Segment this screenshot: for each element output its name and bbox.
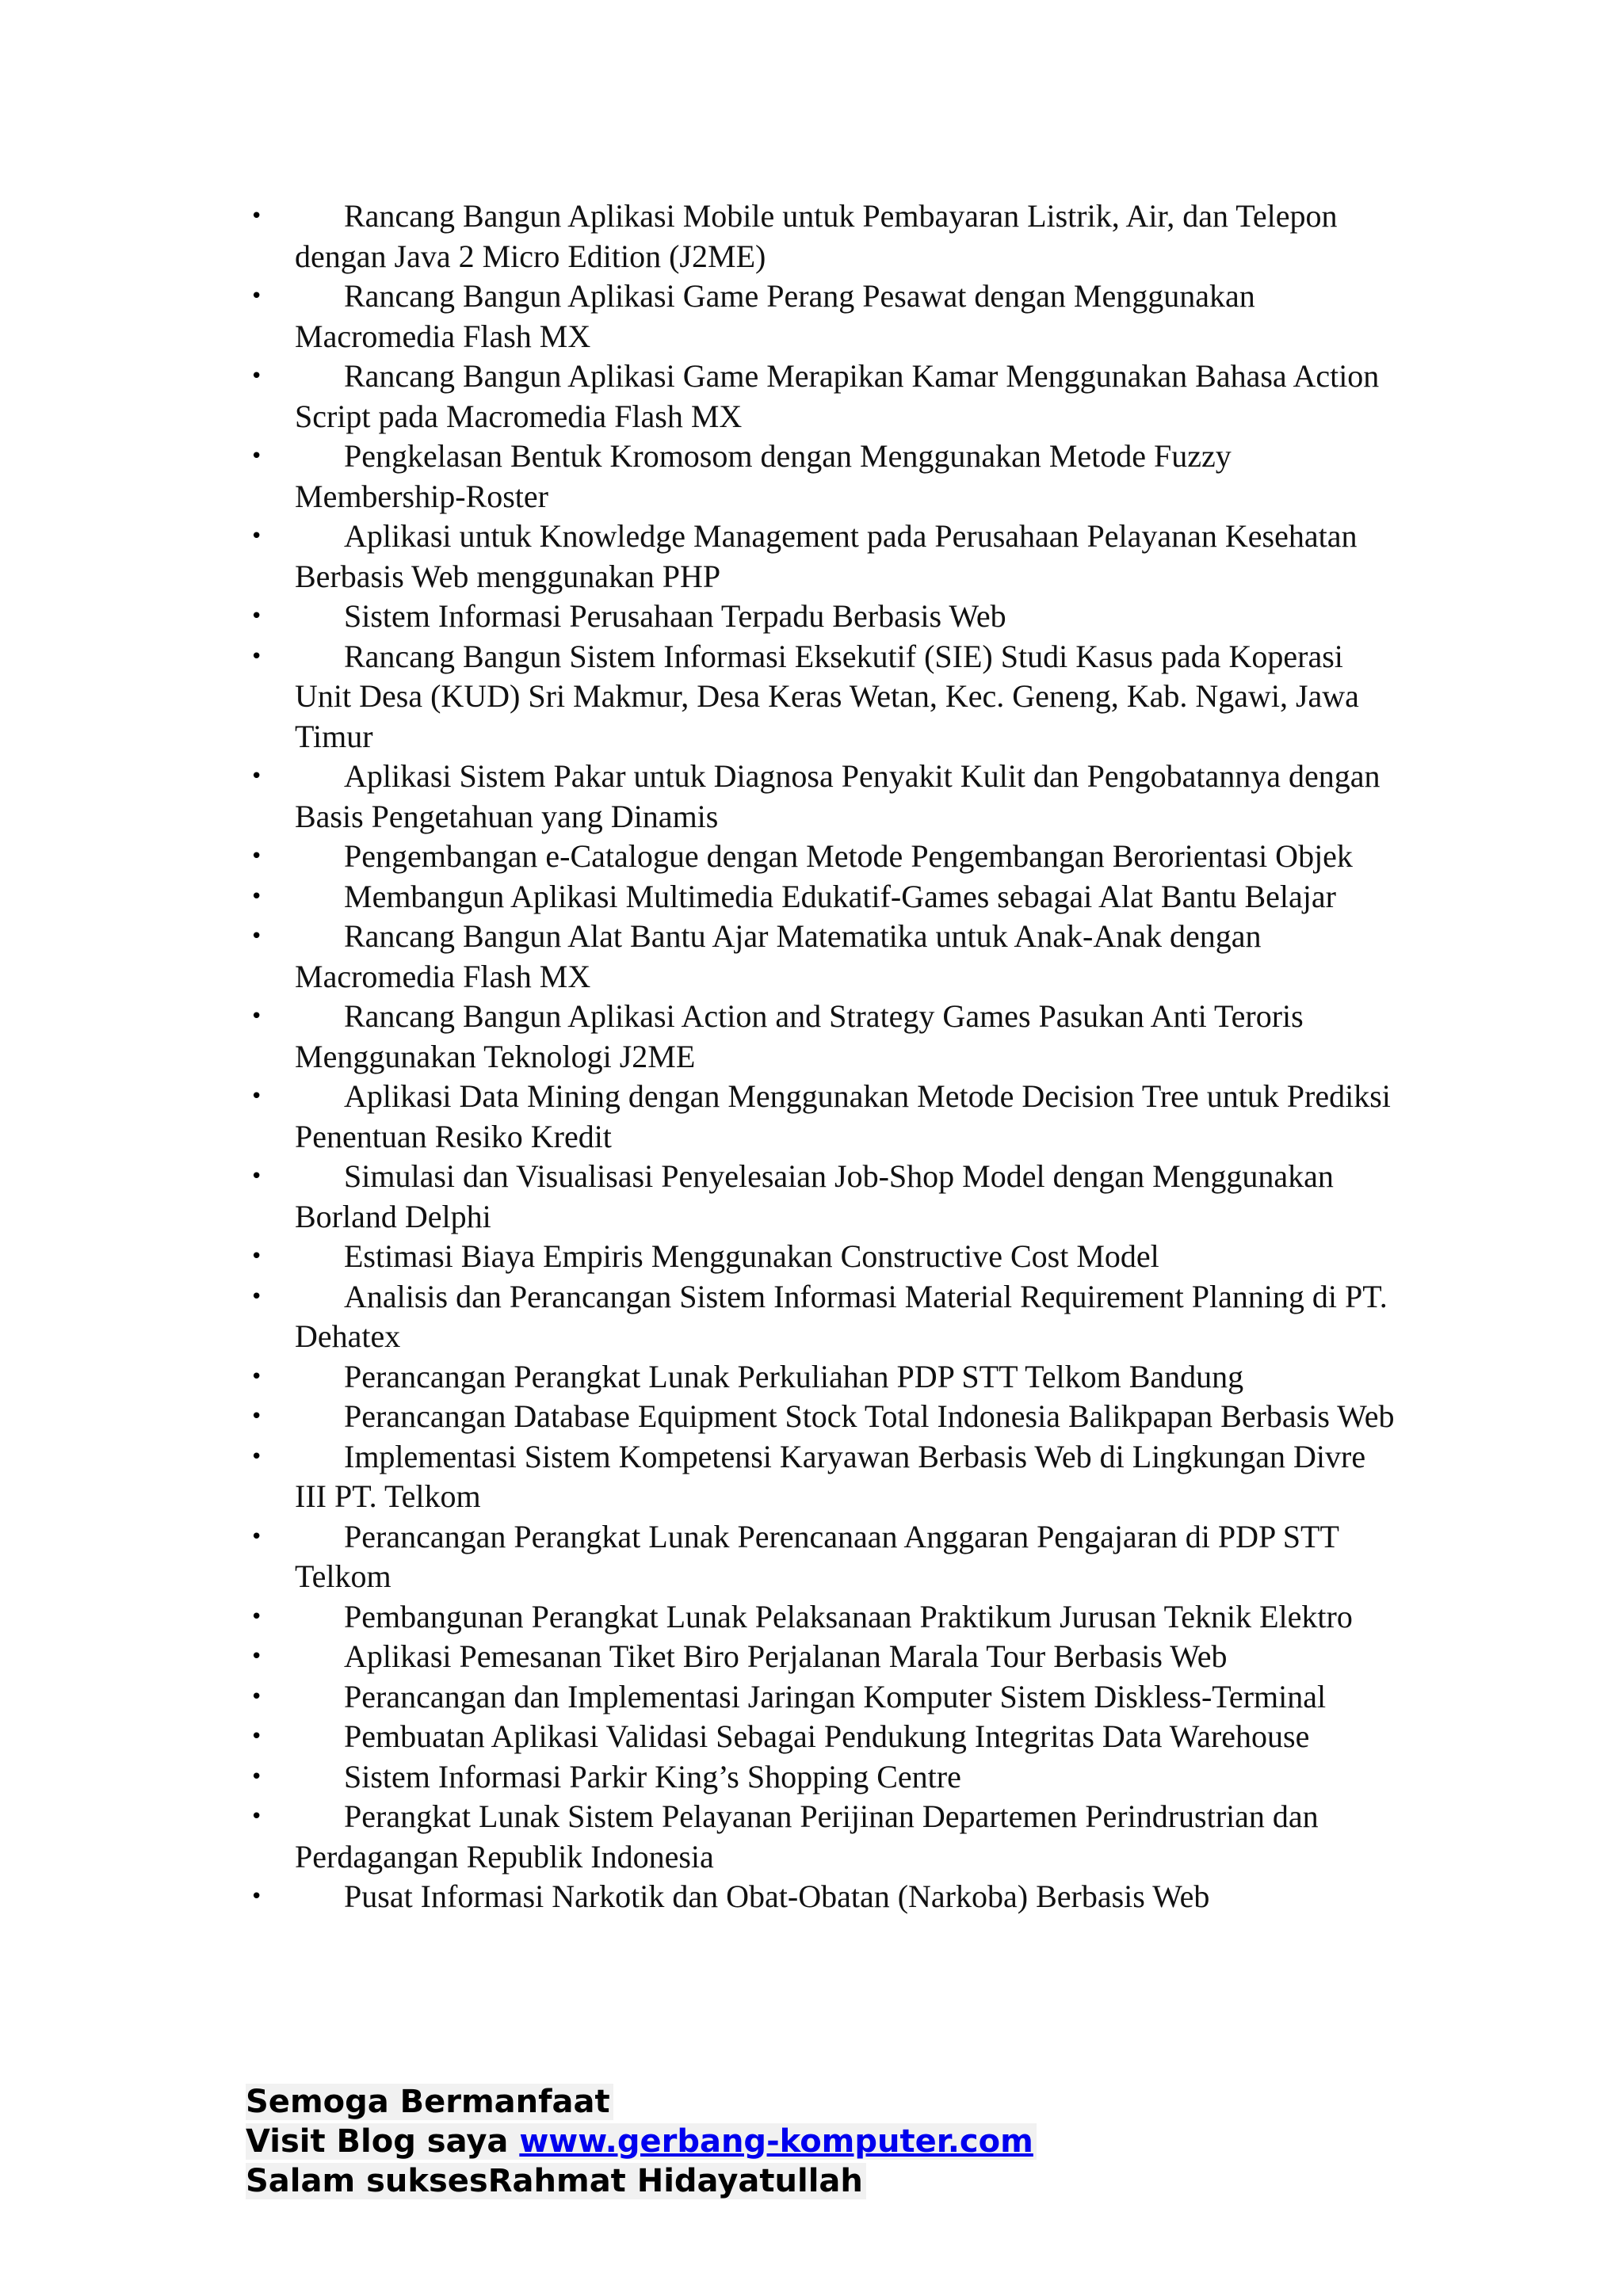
list-item-text: Sistem Informasi Perusahaan Terpadu Berbasis Web bbox=[344, 598, 1006, 634]
bullet-icon: • bbox=[250, 1284, 263, 1309]
bullet-icon: • bbox=[250, 284, 263, 308]
bullet-icon: • bbox=[250, 204, 263, 228]
list-item-text: Aplikasi Sistem Pakar untuk Diagnosa Penyakit Kulit dan Pengobatannya dengan Basis Pengetahuan yang Dinamis bbox=[295, 758, 1381, 834]
list-item bbox=[246, 1637, 1395, 1677]
bullet-icon: • bbox=[250, 1364, 263, 1389]
bullet-icon: • bbox=[250, 1005, 263, 1028]
thesis-title-list bbox=[246, 196, 1395, 1917]
list-item-text: Perancangan dan Implementasi Jaringan Komputer Sistem Diskless-Terminal bbox=[344, 1678, 1327, 1714]
list-item-text: Simulasi dan Visualisasi Penyelesaian Job-Shop Model dengan Menggunakan Borland Delphi bbox=[295, 1158, 1334, 1234]
bullet-icon: • bbox=[250, 1805, 263, 1829]
list-item bbox=[246, 1757, 1395, 1798]
bullet-icon: • bbox=[250, 884, 263, 909]
bullet-icon: • bbox=[250, 1885, 263, 1909]
bullet-icon: • bbox=[250, 644, 263, 669]
bullet-icon: • bbox=[250, 1645, 263, 1669]
bullet-icon: • bbox=[250, 1524, 263, 1549]
footer-line-2 bbox=[246, 2122, 1037, 2161]
bullet-icon: • bbox=[250, 1085, 263, 1108]
list-item bbox=[246, 1877, 1395, 1917]
closing-greeting: Semoga Bermanfaat bbox=[246, 2084, 613, 2120]
footer-signature bbox=[246, 2082, 1037, 2201]
list-item-text: Perangkat Lunak Sistem Pelayanan Perijinan Departemen Perindrustrian dan Perdagangan Republik Indonesia bbox=[295, 1798, 1319, 1875]
bullet-icon: • bbox=[250, 845, 263, 868]
list-item-text: Pusat Informasi Narkotik dan Obat-Obatan (Narkoba) Berbasis Web bbox=[344, 1878, 1210, 1914]
list-item-text: Rancang Bangun Aplikasi Game Perang Pesawat dengan Menggunakan Macromedia Flash MX bbox=[295, 278, 1255, 354]
list-item bbox=[246, 1797, 1395, 1877]
list-item bbox=[246, 437, 1395, 517]
list-item-text: Rancang Bangun Aplikasi Game Merapikan Kamar Menggunakan Bahasa Action Script pada Macromedia Flash MX bbox=[295, 358, 1380, 434]
author-signoff: Salam suksesRahmat Hidayatullah bbox=[246, 2163, 866, 2199]
footer-line-1 bbox=[246, 2082, 1037, 2122]
list-item-text: Membangun Aplikasi Multimedia Edukatif-Games sebagai Alat Bantu Belajar bbox=[344, 878, 1336, 914]
list-item-text: Pembangunan Perangkat Lunak Pelaksanaan Praktikum Jurusan Teknik Elektro bbox=[344, 1598, 1353, 1634]
bullet-icon: • bbox=[250, 444, 263, 468]
list-item bbox=[246, 1597, 1395, 1638]
list-item-text: Rancang Bangun Alat Bantu Ajar Matematika untuk Anak-Anak dengan Macromedia Flash MX bbox=[295, 918, 1262, 994]
list-item-text: Analisis dan Perancangan Sistem Informasi Material Requirement Planning di PT. Dehatex bbox=[295, 1278, 1388, 1354]
list-item-text: Aplikasi Data Mining dengan Menggunakan Metode Decision Tree untuk Prediksi Penentuan Resiko Kredit bbox=[295, 1078, 1391, 1154]
list-item bbox=[246, 1437, 1395, 1517]
list-item-text: Rancang Bangun Sistem Informasi Eksekutif (SIE) Studi Kasus pada Koperasi Unit Desa (KUD) Sri Makmur, Desa Keras Wetan, Kec. Geneng, Kab. Ngawi, Jawa Timur bbox=[295, 638, 1359, 754]
list-item bbox=[246, 837, 1395, 877]
bullet-icon: • bbox=[250, 1245, 263, 1268]
list-item bbox=[246, 757, 1395, 837]
list-item bbox=[246, 1517, 1395, 1597]
list-item-text: Rancang Bangun Aplikasi Mobile untuk Pembayaran Listrik, Air, dan Telepon dengan Java 2 Micro Edition (J2ME) bbox=[295, 198, 1338, 274]
list-item-text: Perancangan Database Equipment Stock Total Indonesia Balikpapan Berbasis Web bbox=[344, 1398, 1395, 1434]
bullet-icon: • bbox=[250, 765, 263, 788]
blog-visit-text: Visit Blog saya bbox=[246, 2123, 520, 2160]
list-item bbox=[246, 1677, 1395, 1718]
list-item-text: Rancang Bangun Aplikasi Action and Strategy Games Pasukan Anti Teroris Menggunakan Teknologi J2ME bbox=[295, 998, 1304, 1074]
list-item-text: Aplikasi untuk Knowledge Management pada Perusahaan Pelayanan Kesehatan Berbasis Web menggunakan PHP bbox=[295, 518, 1358, 594]
blog-link[interactable]: www.gerbang-komputer.com bbox=[519, 2123, 1033, 2160]
list-item bbox=[246, 1237, 1395, 1277]
bullet-icon: • bbox=[250, 1165, 263, 1188]
bullet-icon: • bbox=[250, 1725, 263, 1749]
list-item bbox=[246, 1357, 1395, 1398]
list-item-text: Perancangan Perangkat Lunak Perkuliahan PDP STT Telkom Bandung bbox=[344, 1358, 1244, 1394]
list-item-text: Estimasi Biaya Empiris Menggunakan Constructive Cost Model bbox=[344, 1238, 1159, 1274]
bullet-icon: • bbox=[250, 524, 263, 548]
list-item bbox=[246, 997, 1395, 1077]
bullet-icon: • bbox=[250, 1764, 263, 1789]
list-item bbox=[246, 1717, 1395, 1757]
list-item bbox=[246, 517, 1395, 597]
list-item bbox=[246, 877, 1395, 917]
list-item bbox=[246, 637, 1395, 757]
list-item-text: Implementasi Sistem Kompetensi Karyawan Berbasis Web di Lingkungan Divre III PT. Telkom bbox=[295, 1438, 1366, 1514]
list-item-text: Pengembangan e-Catalogue dengan Metode Pengembangan Berorientasi Objek bbox=[344, 838, 1353, 874]
bullet-icon: • bbox=[250, 364, 263, 388]
list-item-text: Pembuatan Aplikasi Validasi Sebagai Pendukung Integritas Data Warehouse bbox=[344, 1718, 1310, 1754]
bullet-icon: • bbox=[250, 1684, 263, 1709]
list-item bbox=[246, 597, 1395, 637]
footer-line-3 bbox=[246, 2161, 1037, 2201]
bullet-icon: • bbox=[250, 1604, 263, 1629]
list-item bbox=[246, 357, 1395, 437]
list-item bbox=[246, 196, 1395, 277]
list-item bbox=[246, 1397, 1395, 1437]
bullet-icon: • bbox=[250, 925, 263, 948]
list-item bbox=[246, 277, 1395, 357]
list-item-text: Pengkelasan Bentuk Kromosom dengan Menggunakan Metode Fuzzy Membership-Roster bbox=[295, 438, 1232, 514]
list-item bbox=[246, 1077, 1395, 1157]
bullet-icon: • bbox=[250, 605, 263, 628]
list-item-text: Perancangan Perangkat Lunak Perencanaan Anggaran Pengajaran di PDP STT Telkom bbox=[295, 1518, 1339, 1594]
bullet-icon: • bbox=[250, 1444, 263, 1469]
list-item bbox=[246, 917, 1395, 997]
list-item-text: Aplikasi Pemesanan Tiket Biro Perjalanan Marala Tour Berbasis Web bbox=[344, 1638, 1228, 1674]
bullet-icon: • bbox=[250, 1405, 263, 1428]
list-item-text: Sistem Informasi Parkir King’s Shopping Centre bbox=[344, 1758, 961, 1794]
list-item bbox=[246, 1157, 1395, 1237]
list-item bbox=[246, 1277, 1395, 1357]
